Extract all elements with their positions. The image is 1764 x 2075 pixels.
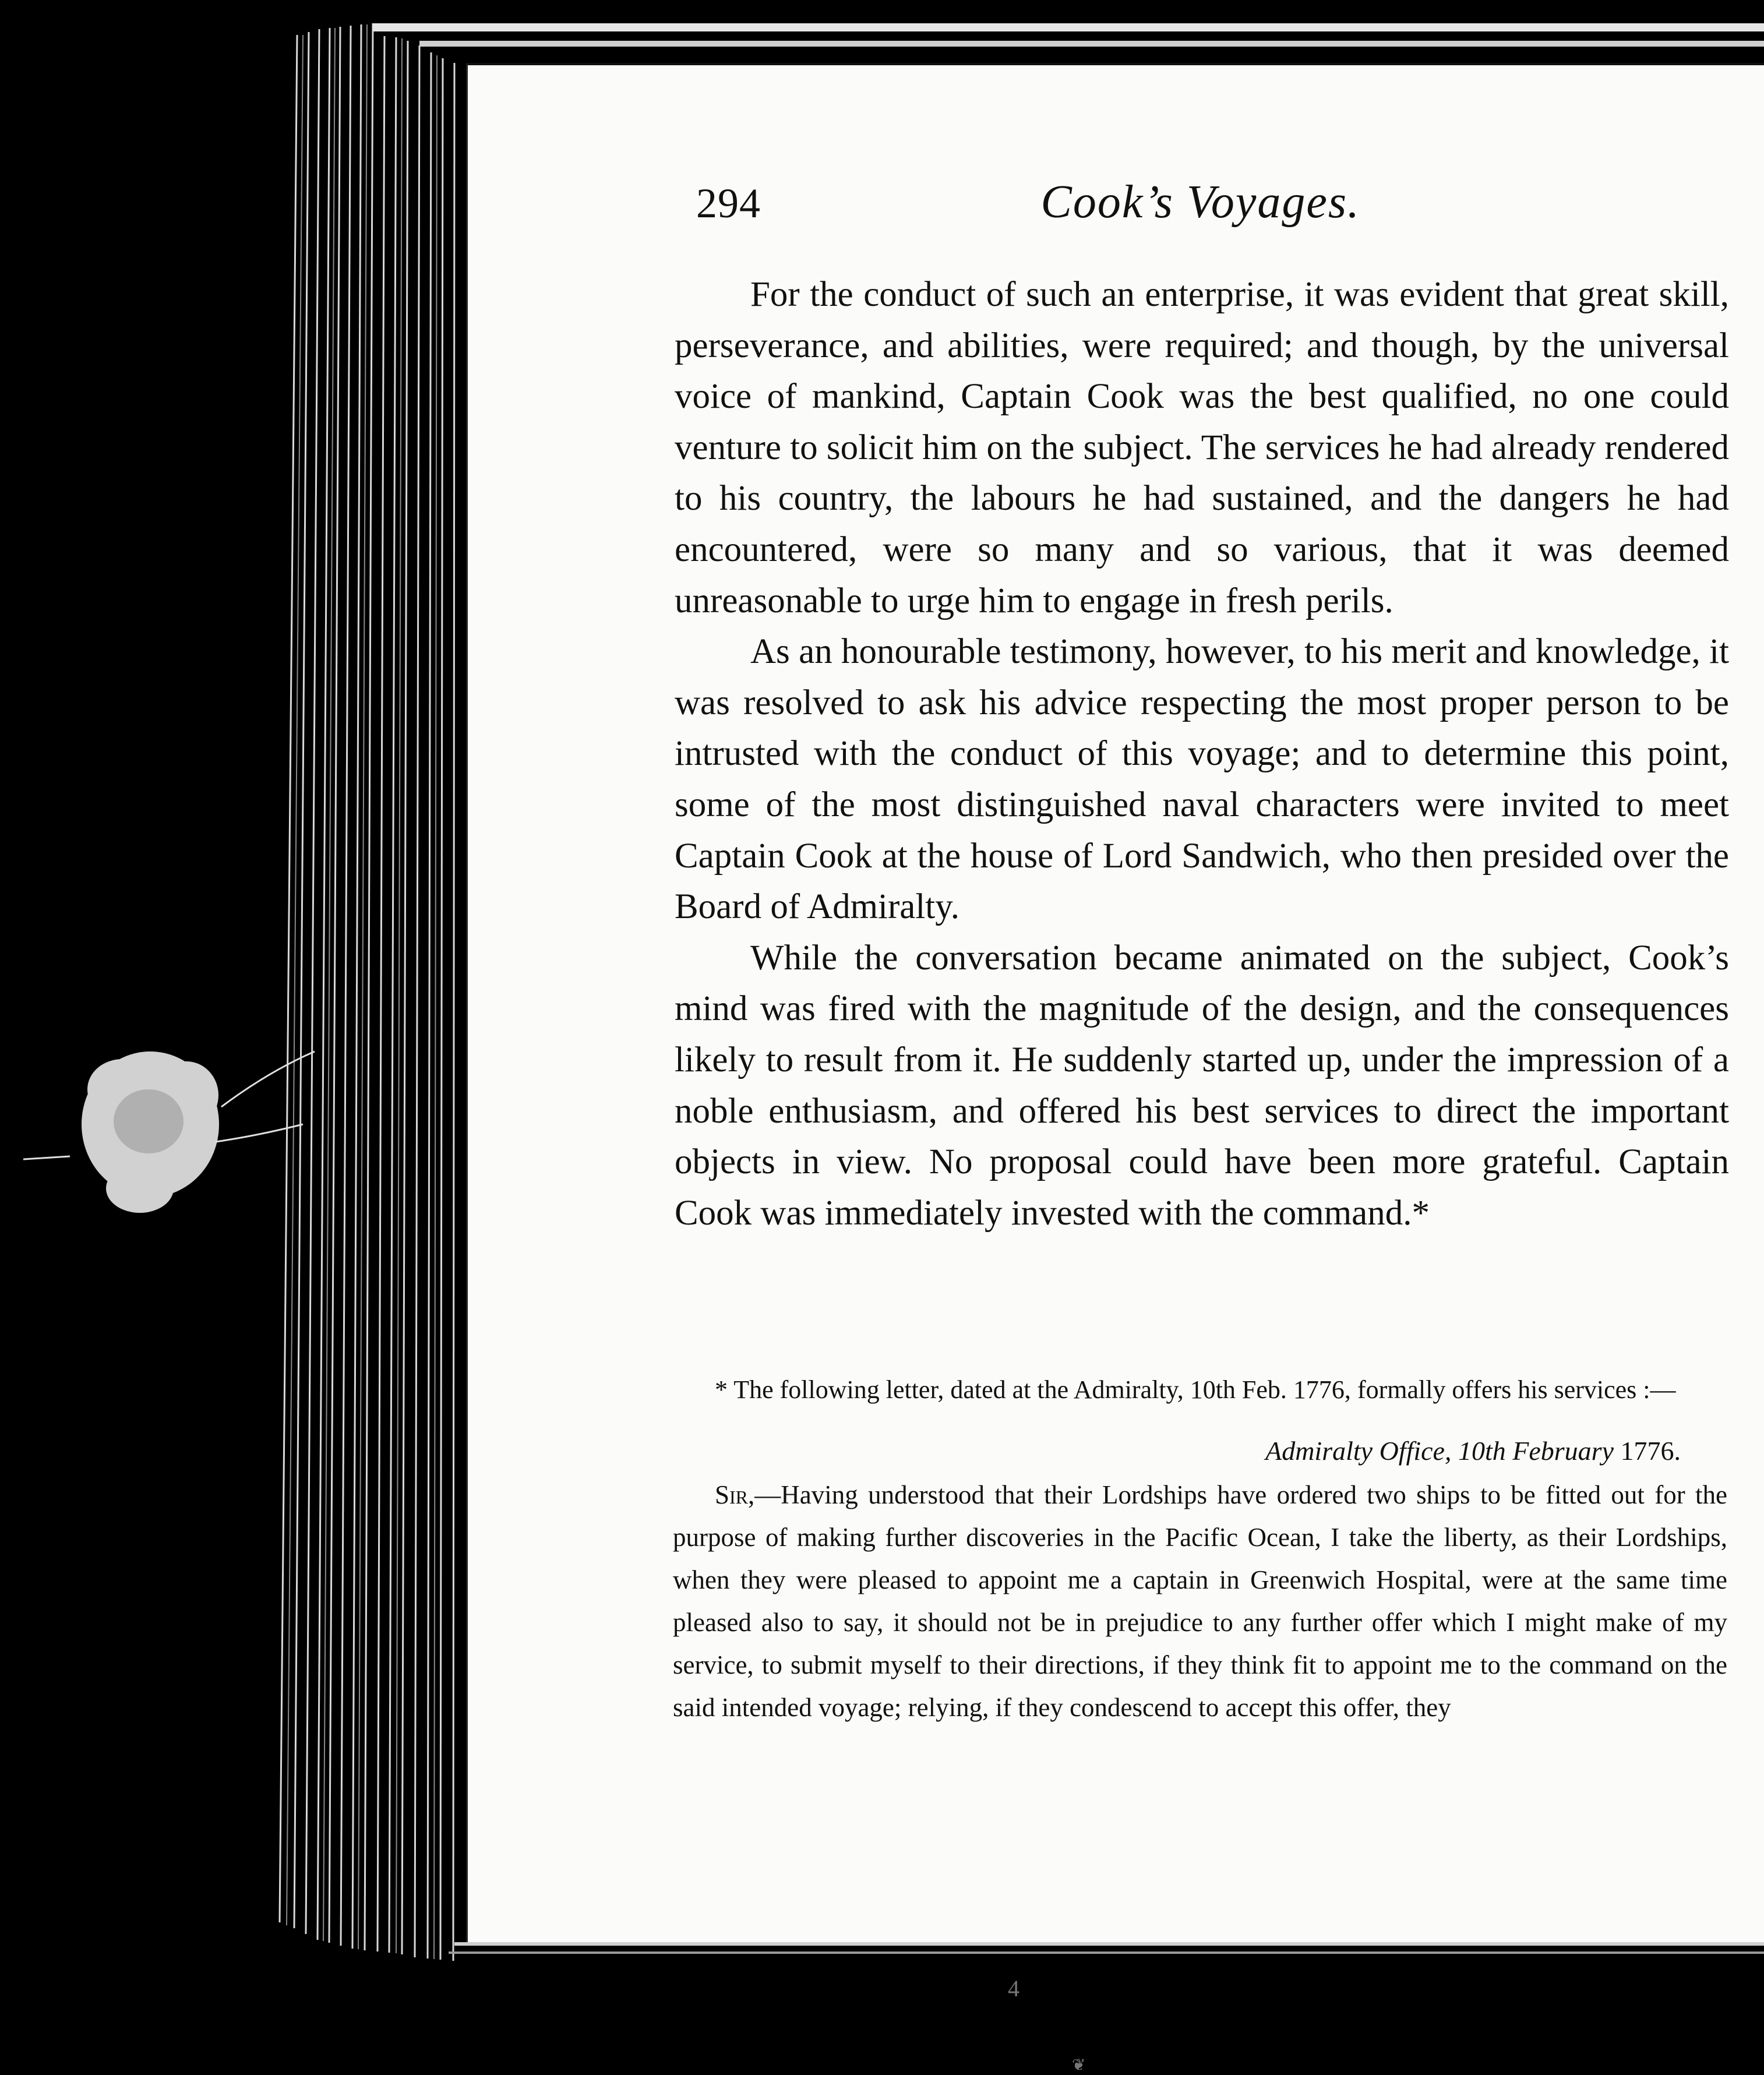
footnote-intro: * The following letter, dated at the Admiralty, 10th Feb. 1776, formally offers his services :— [715, 1375, 1676, 1404]
letter-body [673, 1474, 1727, 1729]
main-text [675, 269, 1729, 1238]
bottom-mark: 4 [1008, 1975, 1019, 2002]
running-head: Cook’s Voyages. [1040, 177, 1360, 228]
paragraph: As an honourable testimony, however, to his merit and knowledge, it was resolved to ask his advice respecting the most proper person to be intrusted with the conduct of this voyage; and to determine this point, some of the most distinguished naval characters were invited to meet Captain Cook at the house of Lord Sandwich, who then presided over the Board of Admiralty. [675, 632, 1729, 927]
dateline-year: 1776. [1620, 1436, 1681, 1466]
letter-text: —Having understood that their Lordships have ordered two ships to be fitted out for the purpose of making further discoveries in the Pacific Ocean, I take the liberty, as their Lordships, when they were pleased to appoint me a captain in Greenwich Hospital, were at the same time pleased also to say, it should not be in prejudice to any further offer which I might make of my service, to submit myself to their directions, if they think fit to appoint me to the command on the said intended voyage; relying, if they condescend to accept this offer, they [673, 1480, 1727, 1722]
paragraph: While the conversation became animated on the subject, Cook’s mind was fired with the magnitude of the design, and the consequences likely to result from it. He suddenly started up, under the impression of a noble enthusiasm, and offered his best services to direct the important objects in view. No proposal could have been more grateful. Captain Cook was immediately invested with the command.* [675, 938, 1729, 1233]
page-header [696, 172, 1360, 237]
dateline-place: Admiralty Office, [1265, 1436, 1452, 1466]
letter-salutation: Sir, [715, 1480, 755, 1509]
dateline-day: 10th [1458, 1436, 1506, 1466]
footnote [673, 1371, 1727, 1729]
dateline-month: February [1512, 1436, 1614, 1466]
bottom-mark-small: ❦ [1072, 2056, 1086, 2074]
page-number: 294 [696, 180, 761, 227]
letter-dateline [673, 1432, 1727, 1469]
paragraph: For the conduct of such an enterprise, it was evident that great skill, perseverance, and abilities, were required; and though, by the universal voice of mankind, Captain Cook was the best qualified, no one could venture to solicit him on the subject. The services he had already rendered to his country, the labours he had sustained, and the dangers he had encountered, were so many and so various, that it was deemed unreasonable to urge him to engage in fresh perils. [675, 275, 1729, 620]
